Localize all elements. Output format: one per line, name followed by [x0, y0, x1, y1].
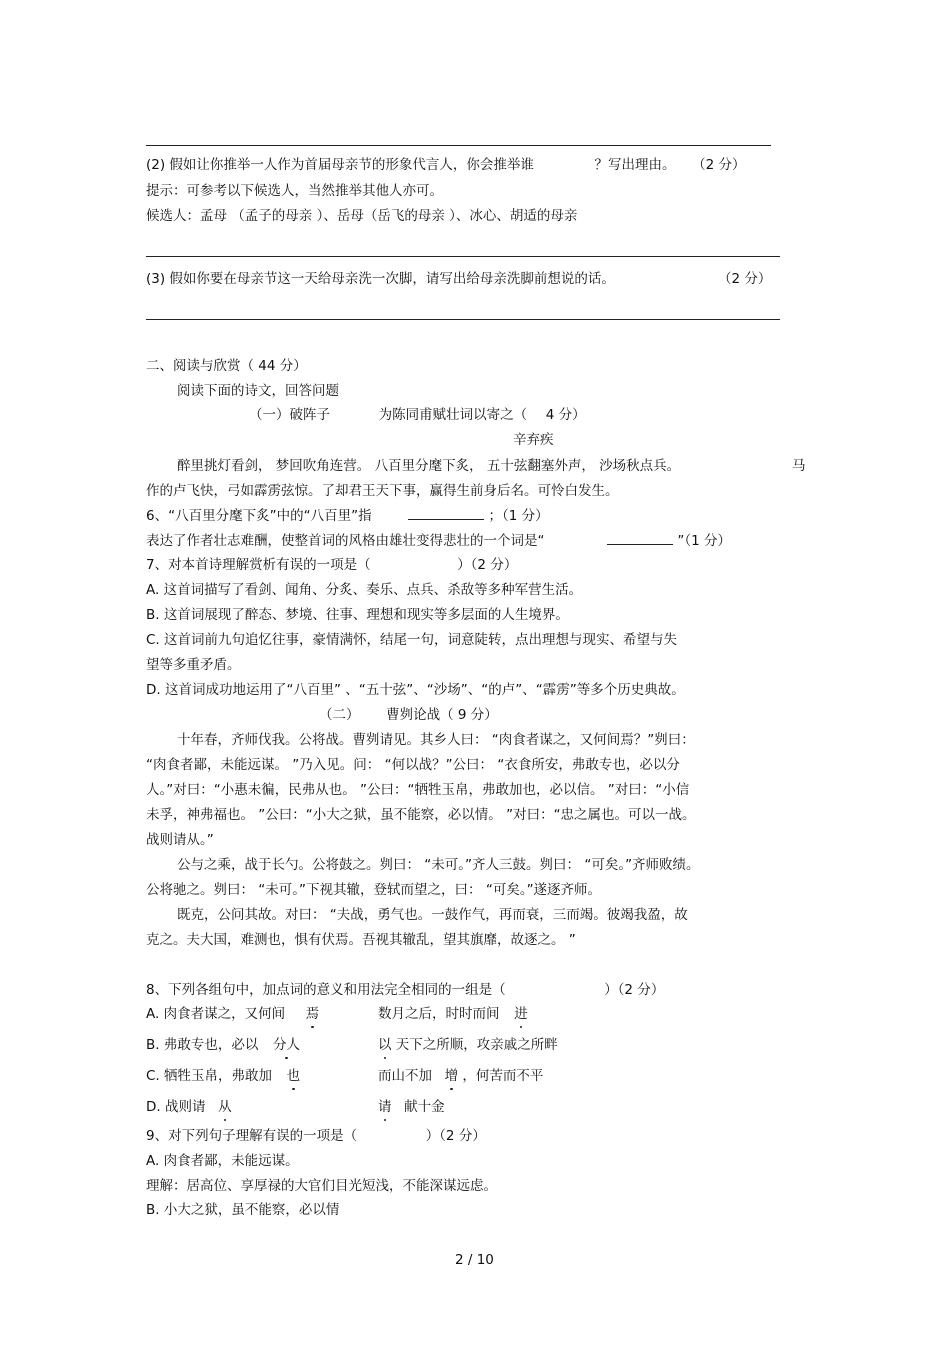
- poem-title: [249, 405, 586, 425]
- q6-line1-score: ；（1 分）: [488, 508, 549, 524]
- q2-prompt: (2) 假如让你推举一人作为首届母亲节的形象代言人，你会推举谁: [146, 157, 534, 173]
- q8-a-left-text: A. 肉食者谋之，又何间: [146, 1006, 286, 1022]
- q8-b-left-text: B. 弗敢专也，必以: [146, 1037, 259, 1053]
- q9-option-b: B. 小大之狱，虽不能察，必以情: [146, 1202, 340, 1218]
- q8-stem-line: [146, 980, 664, 1000]
- q9-stem: 9、对下列句子理解有误的一项是（: [146, 1128, 358, 1144]
- q8-c-left-dotted-word: 也: [286, 1068, 301, 1084]
- q8-a-right-text: 数月之后，时时而间: [378, 1006, 500, 1022]
- prose-p1-line5: 战则请从。”: [146, 832, 214, 848]
- q8-d-left-dotted-word: 从: [218, 1099, 232, 1115]
- q8-option-b-right: [378, 1035, 558, 1055]
- q3-score: （2 分）: [718, 271, 772, 287]
- q8-c-right-post: ，何苦而不平: [462, 1068, 544, 1084]
- prose-p3-line1: 既克，公问其故。对曰： “夫战，勇气也。一鼓作气，再而衰，三而竭。彼竭我盈，故: [177, 907, 688, 923]
- q8-score: ）（2 分）: [604, 982, 665, 998]
- q9-stem-line: [146, 1126, 486, 1146]
- answer-line-2: [146, 256, 780, 257]
- poem-line-1: 醉里挑灯看剑， 梦回吹角连营。 八百里分麾下炙， 五十弦翻塞外声， 沙场秋点兵。: [177, 458, 681, 474]
- q7-option-d: D. 这首词成功地运用了“八百里” 、“五十弦”、“沙场”、“的卢”、“霹雳”等多个历史典故。: [146, 682, 685, 698]
- q8-a-left-dotted-word: 焉: [305, 1006, 320, 1022]
- q8-d-right-dotted-word: 请: [378, 1099, 392, 1115]
- q8-b-right-text: 天下之所顺，攻亲戚之所畔: [395, 1037, 558, 1053]
- prose-p2-line2: 公将驰之。刿曰： “未可。”下视其辙，登轼而望之，曰： “可矣。”遂逐齐师。: [146, 882, 602, 898]
- q3-prompt: (3) 假如你要在母亲节这一天给母亲洗一次脚，请写出给母亲洗脚前想说的话。: [146, 271, 615, 287]
- poem-author: 辛弃疾: [513, 432, 554, 448]
- q8-c-right-dotted-word: 增: [444, 1068, 459, 1084]
- q8-option-a-right: [378, 1004, 528, 1024]
- poem-title-part1: （一）破阵子: [249, 407, 330, 423]
- q9-score: ）（2 分）: [425, 1128, 486, 1144]
- q6-line1-text: 6、“八百里分麾下炙”中的“八百里”指: [146, 508, 372, 524]
- q8-c-left-text: C. 牺牲玉帛，弗敢加: [146, 1068, 273, 1084]
- q6-line2-text: 表达了作者壮志难酬，使整首词的风格由雄壮变得悲壮的一个词是“: [146, 533, 545, 549]
- q8-option-c-left: [146, 1066, 300, 1086]
- q7-option-b: B. 这首词展现了醉态、梦境、往事、理想和现实等多层面的人生境界。: [146, 607, 569, 623]
- q2-hint: 提示：可参考以下候选人，当然推举其他人亦可。: [146, 183, 443, 199]
- q8-stem: 8、下列各组句中，加点词的意义和用法完全相同的一组是（: [146, 982, 506, 998]
- page-number: 2 / 10: [455, 1252, 494, 1268]
- prose-title: [319, 705, 498, 725]
- q6-line-1: [146, 506, 549, 526]
- q7-option-c-line2: 望等多重矛盾。: [146, 657, 241, 673]
- q8-b-left-dotted-word: 分人: [272, 1037, 300, 1053]
- q6-blank-1[interactable]: [408, 506, 484, 520]
- prose-title-part2: 曹刿论战（ 9 分）: [386, 707, 498, 723]
- q7-option-a: A. 这首词描写了看剑、闻角、分炙、奏乐、点兵、杀敌等多种军营生活。: [146, 582, 583, 598]
- answer-line-1: [146, 145, 771, 146]
- poem-title-score: 4 分）: [545, 407, 586, 423]
- section2-instruction: 阅读下面的诗文，回答问题: [177, 383, 339, 399]
- q8-option-d-left: [146, 1097, 232, 1117]
- q8-d-left-text: D. 战则请: [146, 1099, 206, 1115]
- q8-option-d-right: [378, 1097, 445, 1117]
- q8-option-a-left: [146, 1004, 319, 1024]
- q8-option-c-right: [378, 1066, 543, 1086]
- poem-title-part2: 为陈同甫赋壮词以寄之（: [378, 407, 528, 423]
- q6-line-2: [146, 531, 731, 551]
- prose-p1-line2: “肉食者鄙，未能远谋。 ”乃入见。问： “何以战？”公曰： “衣食所安，弗敢专也，必以分: [146, 757, 680, 773]
- prose-p3-line2: 克之。夫大国，难测也，惧有伏焉。吾视其辙乱，望其旗靡，故逐之。 ”: [146, 932, 576, 948]
- poem-line-1-end: 马: [792, 458, 806, 474]
- prose-p1-line3: 人。”对曰：“小惠未徧，民弗从也。 ”公曰：“牺牲玉帛，弗敢加也，必以信。 ”对曰：“小信: [146, 782, 690, 798]
- prose-p2-line1: 公与之乘，战于长勺。公将鼓之。刿曰： “未可。”齐人三鼓。刿曰： “可矣。”齐师败绩。: [177, 857, 700, 873]
- q2-candidates: 候选人：孟母 （孟子的母亲 ）、岳母（岳飞的母亲 ）、冰心、胡适的母亲: [146, 208, 578, 224]
- q8-c-right-text: 而山不加: [378, 1068, 432, 1084]
- prose-p1-line1: 十年春，齐师伐我。公将战。曹刿请见。其乡人曰： “肉食者谋之，又何间焉？”刿曰：: [177, 732, 695, 748]
- q6-blank-2[interactable]: [607, 531, 673, 545]
- q8-option-b-left: [146, 1035, 300, 1055]
- q7-stem-line: [146, 555, 517, 575]
- q8-b-right-dotted-word: 以: [378, 1037, 392, 1053]
- q9-option-a: A. 肉食者鄙，未能远谋。: [146, 1153, 299, 1169]
- q9-option-a-explain: 理解：居高位、享厚禄的大官们目光短浅，不能深谋远虑。: [146, 1178, 497, 1194]
- q2-score: （2 分）: [692, 157, 746, 173]
- section2-heading: 二、阅读与欣赏（ 44 分）: [146, 358, 307, 374]
- q8-a-right-dotted-word: 进: [514, 1006, 528, 1022]
- prose-title-part1: （二）: [319, 707, 360, 723]
- q6-line2-score: ”（1 分）: [677, 533, 732, 549]
- q7-score: ）（2 分）: [457, 557, 518, 573]
- answer-line-3: [146, 319, 780, 320]
- q7-stem: 7、对本首诗理解赏析有误的一项是（: [146, 557, 371, 573]
- q7-option-c-line1: C. 这首词前九句追忆往事，豪情满怀，结尾一句，词意陡转，点出理想与现实、希望与失: [146, 632, 678, 648]
- q2-prompt-line: [146, 155, 746, 175]
- q8-d-right-text: 献十金: [404, 1099, 445, 1115]
- poem-line-2: 作的卢飞快，弓如霹雳弦惊。了却君王天下事，赢得生前身后名。可怜白发生。: [146, 483, 619, 499]
- prose-p1-line4: 未孚，神弗福也。 ”公曰：“小大之狱，虽不能察，必以情。 ”对曰：“忠之属也。可以一战。: [146, 807, 696, 823]
- q2-tail: ？写出理由。: [594, 157, 676, 173]
